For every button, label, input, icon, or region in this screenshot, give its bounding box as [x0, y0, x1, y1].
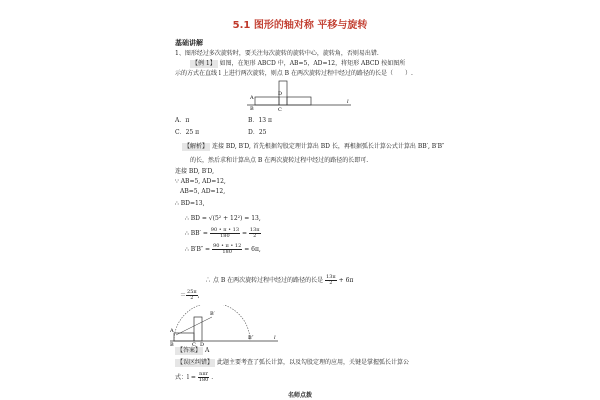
- tips-line-2: [175, 372, 213, 383]
- fig2-label-D: D: [200, 342, 205, 347]
- step-5-result-num: 13π: [249, 227, 260, 233]
- step-7-label: ∴ 点 B 在两次旋转过程中经过的路径的长是: [205, 277, 324, 284]
- tips-end: .: [211, 374, 214, 381]
- fig2-label-l: l: [274, 335, 276, 341]
- option-c-label: C: [175, 129, 180, 136]
- rect-a: [174, 333, 194, 341]
- example-text-2: 示的方式在直线 l 上进行两次旋转，则点 B 在两次旋转过程中经过的路径的长是（ ）.: [175, 70, 413, 77]
- tips-text: 此题主要考查了弧长计算，以及勾股定理的应用，关键是掌握弧长计算公: [216, 359, 409, 366]
- fig1-label-l: l: [347, 99, 349, 105]
- analysis-arcs: BB′, B′B″: [417, 143, 445, 150]
- tips-fraction: [198, 372, 210, 383]
- step-5-numerator: 90 • π • 13: [210, 227, 240, 233]
- step-1: 连接 BD, B′D,: [175, 168, 215, 175]
- analysis-text-1: 连接 BD, B′D, 首先根据勾股定理计算出 BD 长，再根据弧长计算公式计算出: [211, 143, 416, 150]
- step-7-denominator: 2: [329, 280, 333, 286]
- answer-value: A: [204, 347, 210, 354]
- fig1-label-C: C: [278, 107, 282, 112]
- fig2-label-B: B: [170, 342, 174, 347]
- option-b-label: B: [248, 117, 253, 124]
- tips-line-1: [175, 359, 409, 367]
- option-a: A．π: [175, 117, 190, 124]
- option-a-label: A: [175, 117, 180, 124]
- step-6: [185, 244, 261, 255]
- step-4: ∴ BD = √(5² + 12²) = 13,: [185, 215, 261, 222]
- figure-1: [245, 80, 355, 112]
- item-1-text: 1、图形经过多次旋转时，要关注每次旋转的旋转中心，旋转角，否则易出错.: [175, 50, 379, 57]
- option-b: B．13 π: [248, 117, 272, 124]
- option-d-label: D: [248, 129, 253, 136]
- fig1-label-D: D: [278, 91, 283, 97]
- step-8: [180, 290, 200, 301]
- step-6-result: = 6π,: [244, 246, 261, 253]
- option-c-value: 25 π: [185, 129, 200, 136]
- example-tag: 【例 1】: [192, 60, 216, 67]
- step-2a: ∵ AB=5, AD=12,: [175, 178, 226, 185]
- rect-1: [255, 97, 279, 105]
- step-6-denominator: 180: [222, 249, 232, 255]
- page-title: 5.1 图形的轴对称 平移与旋转: [232, 20, 368, 31]
- step-5-denominator: 180: [220, 233, 230, 239]
- step-5: [185, 228, 261, 239]
- fig2-label-A: A: [170, 328, 174, 334]
- analysis-text-2: 的长，然后求和计算出点 B 在两次旋转过程中经过的路径的长即可.: [190, 157, 369, 164]
- fig2-label-C: C: [192, 342, 196, 347]
- fig2-label-B2: B″: [248, 335, 254, 341]
- answer: [175, 347, 209, 355]
- fig2-label-B1: B′: [210, 311, 215, 317]
- step-8-comma: ,: [197, 292, 200, 299]
- tips-numerator: nπr: [199, 371, 208, 377]
- rect-b: [194, 317, 202, 341]
- step-7-tail: + 6π: [338, 277, 354, 284]
- answer-tag: 【答案】: [177, 347, 202, 354]
- tips-tag: 【误区纠错】: [177, 359, 214, 366]
- step-5-result: [249, 228, 261, 239]
- fig1-label-A: A: [250, 95, 254, 101]
- step-5-equals: =: [241, 230, 247, 237]
- tips-denominator: 180: [198, 377, 209, 383]
- step-8-equals: ＝: [180, 292, 187, 299]
- step-8-fraction: [186, 290, 198, 301]
- option-d-value: 25: [258, 129, 267, 136]
- footer-heading: 名师点拨: [287, 392, 312, 399]
- option-b-value: 13 π: [258, 117, 272, 124]
- step-6-numerator: 90 • π • 12: [213, 243, 242, 249]
- step-6-fraction: [212, 244, 242, 255]
- analysis-tag: 【解析】: [184, 143, 209, 150]
- example-text: 如图，在矩形 ABCD 中，AB=5，AD=12，将矩形 ABCD 按如图所: [219, 60, 406, 67]
- option-d: D．25: [248, 129, 267, 136]
- step-7-numerator: 13π: [326, 274, 336, 280]
- step-7-fraction: [325, 275, 337, 286]
- step-8-numerator: 25π: [187, 289, 197, 295]
- section-heading: 基础讲解: [175, 39, 203, 47]
- step-5-result-den: 2: [253, 233, 257, 239]
- step-7: [205, 275, 353, 286]
- tips-text-2: 式：l =: [175, 374, 196, 381]
- fig1-label-B: B: [250, 106, 254, 112]
- step-2b: AB=5, AD=12,: [180, 188, 226, 195]
- option-a-value: π: [185, 117, 190, 124]
- option-c: C．25 π: [175, 129, 200, 136]
- step-6-label: ∴ B′B″ =: [185, 246, 211, 253]
- step-8-denominator: 2: [190, 295, 194, 301]
- step-5-fraction: [210, 228, 240, 239]
- figure-2: [170, 305, 280, 347]
- example-1: [190, 60, 405, 68]
- step-5-label: ∴ BB′ =: [185, 230, 208, 237]
- analysis-line-1: [182, 143, 444, 151]
- step-3: ∴ BD=13,: [175, 200, 205, 207]
- rect-3: [287, 97, 311, 105]
